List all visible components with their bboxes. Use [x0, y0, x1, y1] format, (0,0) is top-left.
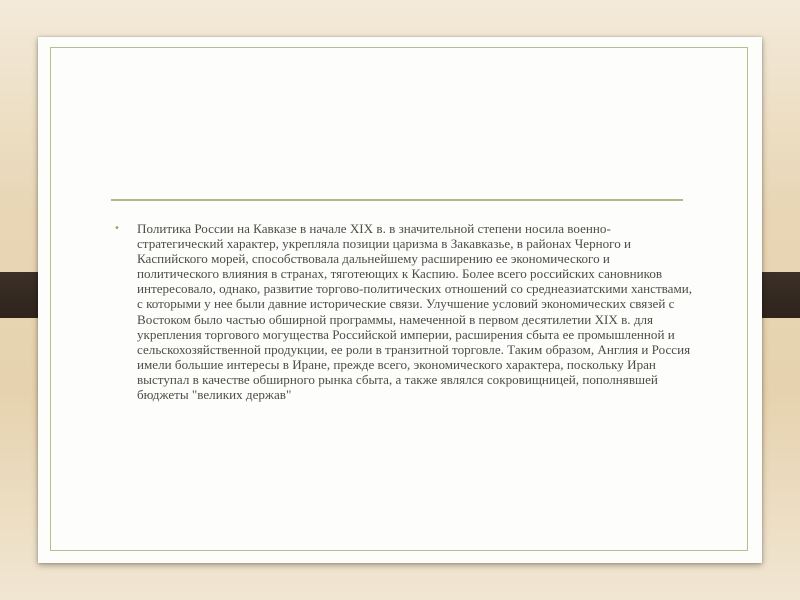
bullet-item — [114, 221, 694, 402]
bullet-icon: • — [114, 223, 120, 234]
slide — [38, 37, 762, 563]
title-divider — [111, 199, 683, 201]
slide-body-text: Политика России на Кавказе в начале XIX в. в значительной степени носила военно-стратегический характер, укрепляла позиции царизма в Закавказье, в районах Черного и Каспийского морей, способствовала дальнейшему расширению ее экономического и политического влияния в странах, тяготеющих к Каспию. Более всего российских сановников интересовало, однако, развитие торгово-политических отношений со среднеазиатскими ханствами, с которыми у нее были давние исторические связи. Улучшение условий экономических связей с Востоком было частью обширной программы, намеченной в первом десятилетии XIX в. для укрепления торгового могущества Российской империи, расширения сбыта ее промышленной и сельскохозяйственной продукции, ее роли в транзитной торговле. Таким образом, Англия и Россия имели большие интересы в Иране, прежде всего, экономического характера, поскольку Иран выступал в качестве обширного рынка сбыта, а также являлся сокровищницей, пополнявшей бюджеты "великих держав" — [137, 221, 693, 403]
